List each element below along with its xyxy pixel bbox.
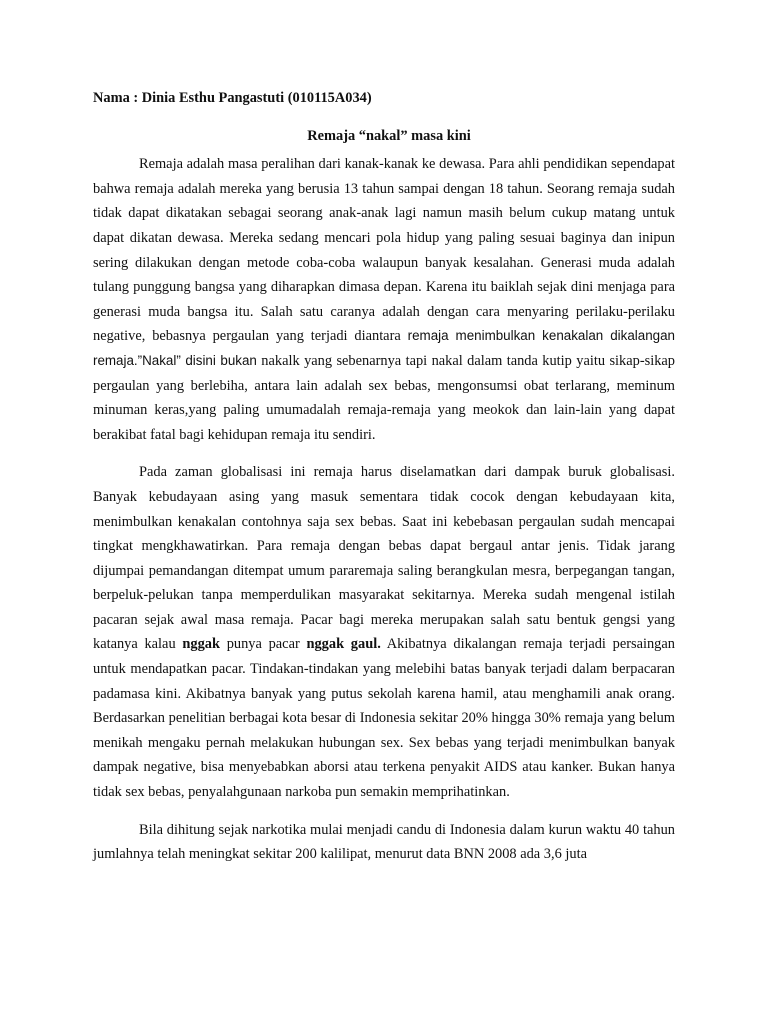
paragraph-2-part-b: punya pacar: [226, 636, 300, 653]
paragraph-2-part-a: Pada zaman globalisasi ini remaja harus diselamatkan dari dampak buruk globalisasi. Banyak kebudayaan asing yang masuk sementara tidak cocok dengan kebudayaan kita, menimbulkan kenakalan contohnya saja sex bebas. Saat ini kebebasan pergaulan sudah mencapai tingkat mengkhawatirkan. Para remaja dengan bebas dapat bergaul antar jenis. Tidak jarang dijumpai pemandangan ditempat umum pararemaja saling berangkulan mesra, berpegangan tangan, berpeluk-pelukan tanpa memperdulikan masyarakat sekitarnya. Mereka sudah mengenal istilah pacaran sejak awal masa remaja. Pacar bagi mereka merupakan salah satu bentuk gengsi yang katanya kalau: [93, 464, 675, 653]
paragraph-2-bold-2: nggak gaul.: [306, 636, 381, 653]
paragraph-1-sans-text: remaja menimbulkan kenakalan dikalangan remaja.”Nakal” disini bukan: [93, 328, 675, 368]
paragraph-2-bold-1: nggak: [182, 636, 220, 653]
paragraph-1-text: Remaja adalah masa peralihan dari kanak-kanak ke dewasa. Para ahli pendidikan sependapat bahwa remaja adalah mereka yang berusia 13 tahun sampai dengan 18 tahun. Seorang remaja sudah tidak dapat dikatakan sebagai seorang anak-anak lagi namun masih belum cukup matang untuk dapat dikatan dewasa. Mereka sedang mencari pola hidup yang paling sesuai baginya dan inipun sering dilakukan dengan metode coba-coba walaupun banyak kesalahan. Generasi muda adalah tulang punggung bangsa yang diharapkan dimasa depan. Karena itu baiklah sejak dini menjaga para generasi muda bangsa itu. Salah satu caranya adalah dengan cara menyaring perilaku-perilaku negative, bebasnya pergaulan yang terjadi diantara: [93, 156, 675, 345]
document-page: [93, 86, 675, 880]
paragraph-2: [93, 460, 675, 804]
document-title: Remaja “nakal” masa kini: [307, 127, 471, 144]
paragraph-1: [93, 152, 675, 447]
paragraph-2-part-c: Akibatnya dikalangan remaja terjadi persaingan untuk mendapatkan pacar. Tindakan-tindakan yang melebihi batas banyak terjadi dalam berpacaran padamasa kini. Akibatnya banyak yang putus sekolah karena hamil, atau menghamili anak orang. Berdasarkan penelitian berbagai kota besar di Indonesia sekitar 20% hingga 30% remaja yang belum menikah mengaku pernah melakukan hubungan sex. Sex bebas yang terjadi menimbulkan banyak dampak negative, bisa menyebabkan aborsi atau terkena penyakit AIDS atau kanker. Bukan hanya tidak sex bebas, penyalahgunaan narkoba pun semakin memprihatinkan.: [93, 636, 675, 801]
paragraph-1-end: nakalk yang sebenarnya tapi nakal dalam tanda kutip yaitu sikap-sikap pergaulan yang berlebiha, antara lain adalah sex bebas, mengonsumsi obat terlarang, meminum minuman keras,yang paling umumadalah remaja-remaja yang meokok dan lain-lain yang dapat berakibat fatal bagi kehidupan remaja itu sendiri.: [93, 352, 675, 443]
author-line: Nama : Dinia Esthu Pangastuti (010115A034): [93, 90, 372, 106]
paragraph-3: Bila dihitung sejak narkotika mulai menjadi candu di Indonesia dalam kurun waktu 40 tahun jumlahnya telah meningkat sekitar 200 kalilipat, menurut data BNN 2008 ada 3,6 juta: [93, 821, 675, 863]
